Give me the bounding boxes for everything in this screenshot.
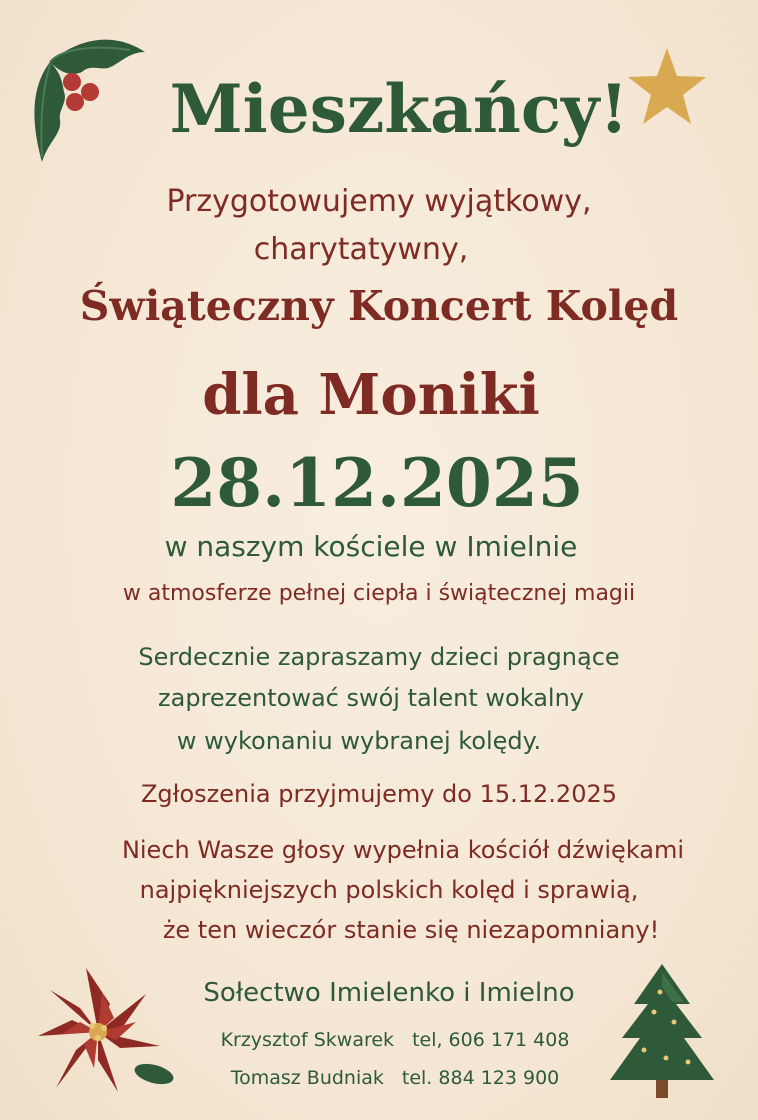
organizer: Sołectwo Imielenko i Imielno bbox=[203, 978, 575, 1008]
intro-line-2: charytatywny, bbox=[253, 232, 469, 267]
contact-row bbox=[16, 1029, 758, 1051]
dedication: dla Moniki bbox=[202, 362, 540, 428]
contact-name: Tomasz Budniak bbox=[230, 1067, 384, 1089]
atmosphere-line: w atmosferze pełnej ciepła i świątecznej magii bbox=[122, 581, 636, 606]
contact-row bbox=[16, 1067, 758, 1089]
invitation-line: Serdecznie zapraszamy dzieci pragnące bbox=[138, 643, 620, 671]
wish-line: Niech Wasze głosy wypełnia kościół dźwiękami bbox=[121, 836, 685, 864]
contact-name: Krzysztof Skwarek bbox=[220, 1029, 395, 1051]
headline: Mieszkańcy! bbox=[169, 70, 629, 148]
event-date: 28.12.2025 bbox=[170, 444, 584, 522]
concert-title: Świąteczny Koncert Kolęd bbox=[79, 282, 679, 330]
deadline: Zgłoszenia przyjmujemy do 15.12.2025 bbox=[140, 780, 618, 808]
invitation-line: w wykonaniu wybranej kolędy. bbox=[176, 727, 542, 755]
contact-phone[interactable]: tel. 884 123 900 bbox=[401, 1067, 560, 1089]
intro-line-1: Przygotowujemy wyjątkowy, bbox=[166, 184, 592, 219]
wish-line: że ten wieczór stanie się niezapomniany! bbox=[162, 916, 660, 944]
contact-phone[interactable]: tel, 606 171 408 bbox=[412, 1029, 570, 1051]
invitation-line: zaprezentować swój talent wokalny bbox=[158, 684, 584, 712]
wish-line: najpiękniejszych polskich kolęd i sprawią, bbox=[139, 876, 639, 904]
venue: w naszym kościele w Imielnie bbox=[164, 530, 578, 563]
